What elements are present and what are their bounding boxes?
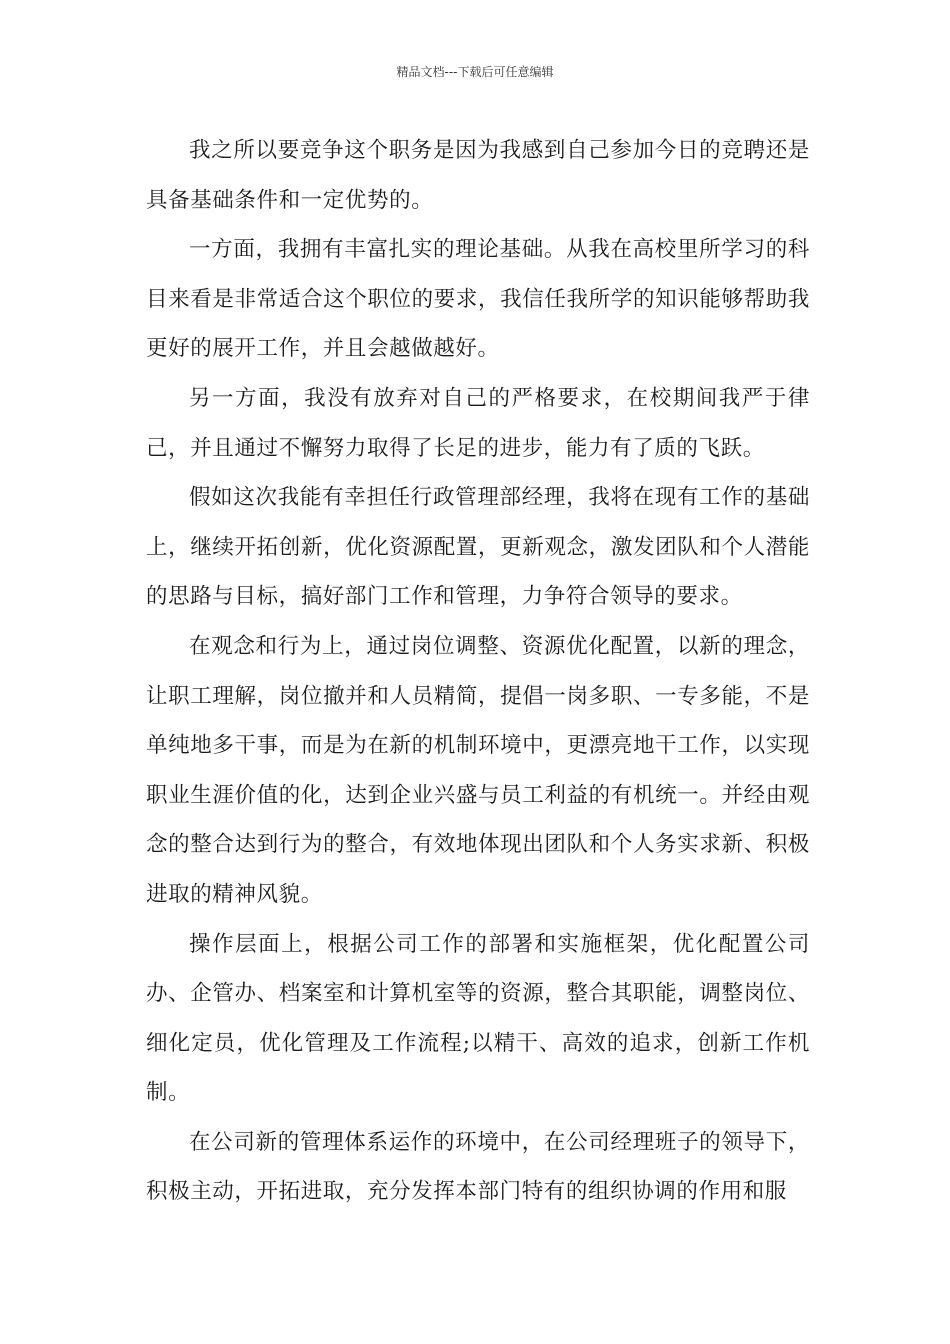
paragraph-4: 假如这次我能有幸担任行政管理部经理，我将在现有工作的基础上，继续开拓创新，优化资源配置，更新观念，激发团队和个人潜能的思路与目标，搞好部门工作和管理，力争符合领导的要求。 [146, 485, 810, 610]
paragraph-1: 我之所以要竞争这个职务是因为我感到自己参加今日的竞聘还是具备基础条件和一定优势的。 [146, 138, 810, 213]
paragraph-5: 在观念和行为上，通过岗位调整、资源优化配置，以新的理念，让职工理解，岗位撤并和人员精简，提倡一岗多职、一专多能，不是单纯地多干事，而是为在新的机制环境中，更漂亮地干工作，以实现职业生涯价值的化，达到企业兴盛与员工利益的有机统一。并经由观念的整合达到行为的整合，有效地体现出团队和个人务实求新、积极进取的精神风貌。 [146, 633, 810, 907]
document-body [146, 126, 810, 1217]
paragraph-3: 另一方面，我没有放弃对自己的严格要求，在校期间我严于律己，并且通过不懈努力取得了长足的进步，能力有了质的飞跃。 [146, 385, 810, 461]
paragraph-6: 操作层面上，根据公司工作的部署和实施框架，优化配置公司办、企管办、档案室和计算机室等的资源，整合其职能，调整岗位、细化定员，优化管理及工作流程;以精干、高效的追求，创新工作机制。 [146, 931, 810, 1106]
page-header: 精品文档---下载后可任意编辑 [396, 65, 554, 79]
paragraph-2: 一方面，我拥有丰富扎实的理论基础。从我在高校里所学习的科目来看是非常适合这个职位的要求，我信任我所学的知识能够帮助我更好的展开工作，并且会越做越好。 [146, 237, 810, 362]
paragraph-7: 在公司新的管理体系运作的环境中，在公司经理班子的领导下，积极主动，开拓进取，充分发挥本部门特有的组织协调的作用和服 [146, 1129, 810, 1205]
